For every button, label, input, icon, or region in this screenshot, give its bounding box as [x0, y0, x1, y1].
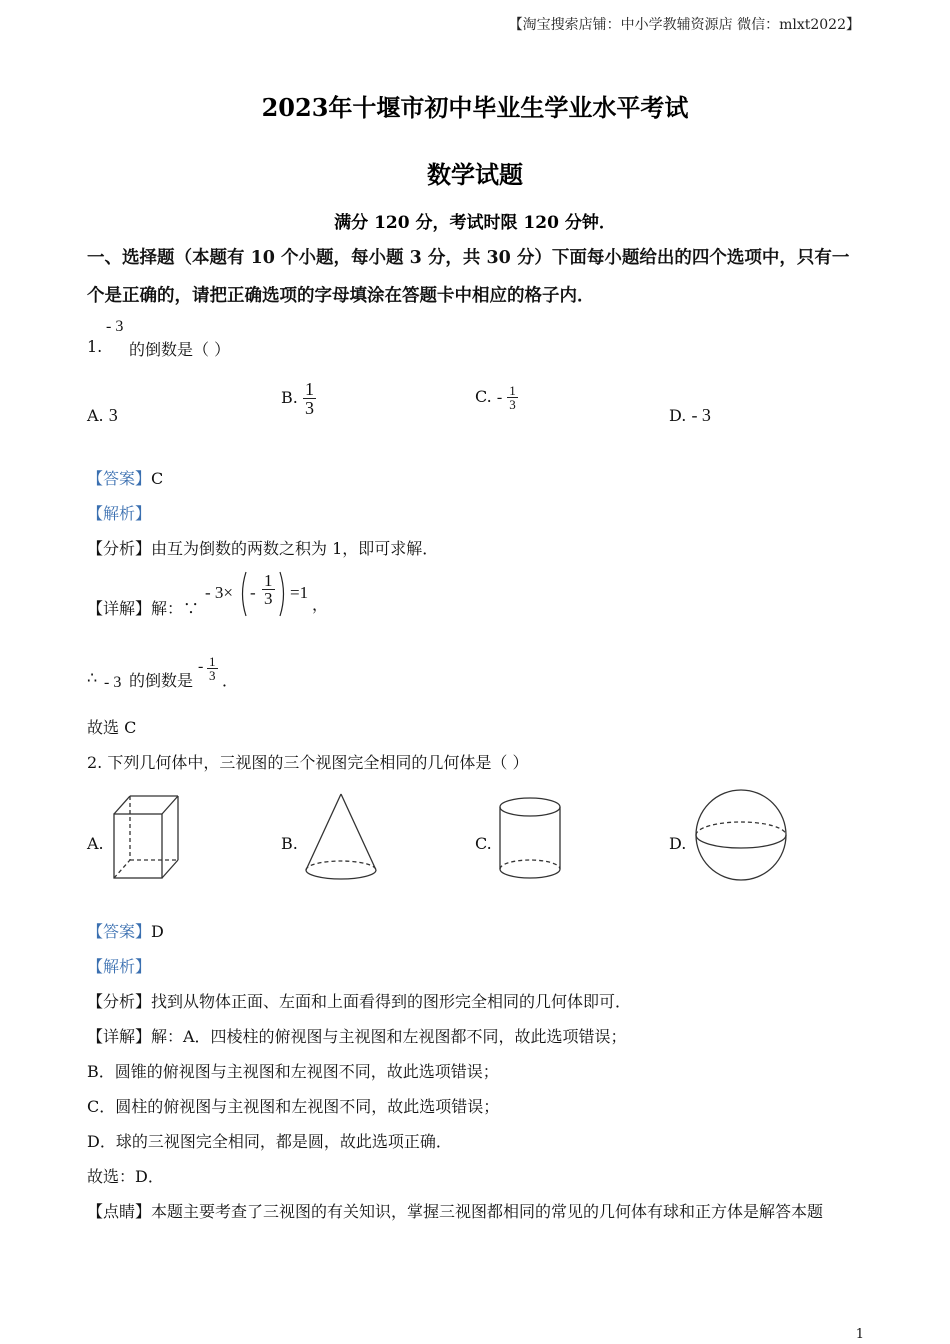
q1-option-b	[281, 380, 316, 417]
q1-therefore-num: 1	[209, 654, 216, 669]
q1-expression: - 3	[106, 318, 124, 335]
q1-number: 1.	[87, 337, 103, 356]
q1-option-b-den: 3	[304, 398, 314, 418]
page-number: 1	[855, 1327, 864, 1342]
q1-option-a-value: 3	[108, 405, 118, 425]
q1-analysis-tag: 【解析】	[87, 504, 152, 523]
q1-therefore-end: ．	[222, 671, 239, 690]
q2-conclusion: 故选：D．	[87, 1167, 164, 1186]
q1-therefore-fraction	[207, 655, 218, 682]
q1-detail-frac	[262, 572, 275, 607]
q1-option-c-fraction	[507, 384, 518, 411]
q1-option-c-den: 3	[509, 397, 516, 412]
q1-option-d-label: D.	[669, 406, 687, 425]
q1-therefore-symbol: ∴	[87, 668, 98, 687]
q1-option-d-value: - 3	[691, 405, 711, 425]
cylinder-figure	[496, 793, 564, 885]
q1-answer	[87, 466, 163, 489]
q2-detail-d: D．球的三视图完全相同，都是圆，故此选项正确．	[87, 1132, 452, 1151]
q2-fenxi: 【分析】找到从物体正面、左面和上面看得到的图形完全相同的几何体即可．	[87, 992, 632, 1011]
q2-detail-b: B．圆锥的俯视图与主视图和左视图不同，故此选项错误；	[87, 1062, 499, 1081]
cube-figure	[110, 792, 182, 884]
q2-stem: 2. 下列几何体中，三视图的三个视图完全相同的几何体是（ ）	[87, 753, 529, 772]
sphere-figure	[692, 787, 790, 883]
header-note: 【淘宝搜索店铺：中小学教辅资源店 微信：mlxt2022】	[508, 17, 860, 33]
q1-option-c-num: 1	[509, 383, 516, 398]
q2-answer-tag: 【答案】	[87, 922, 152, 941]
q1-therefore-den: 3	[209, 668, 216, 683]
q2-option-d-label: D.	[669, 834, 687, 853]
q1-stem: 的倒数是（ ）	[129, 340, 231, 359]
q1-option-c-sign: -	[496, 389, 503, 406]
q2-option-b-label: B.	[281, 834, 298, 853]
q1-option-b-fraction	[303, 380, 316, 417]
q1-option-a	[87, 405, 118, 426]
exam-title: 2023年十堰市初中毕业生学业水平考试	[261, 93, 689, 122]
q1-therefore-frac	[207, 655, 218, 682]
q1-answer-value: C	[151, 469, 164, 488]
q1-option-a-label: A.	[87, 406, 104, 425]
q2-option-a-label: A.	[87, 834, 104, 853]
q1-detail-fraction	[262, 572, 275, 607]
q1-detail-comma: ，	[312, 595, 329, 614]
q1-detail-den: 3	[264, 589, 273, 608]
q1-detail-a: - 3×	[205, 583, 233, 602]
q1-therefore-sign: -	[198, 658, 204, 675]
q1-therefore-text: 的倒数是	[129, 671, 194, 690]
q2-analysis-tag: 【解析】	[87, 957, 152, 976]
q2-detail-c: C．圆柱的俯视图与主视图和左视图不同，故此选项错误；	[87, 1097, 500, 1116]
q1-detail-minus: -	[250, 583, 256, 602]
q1-answer-tag: 【答案】	[87, 469, 152, 488]
q1-option-d	[669, 405, 711, 426]
q2-dianjing: 【点睛】本题主要考查了三视图的有关知识，掌握三视图都相同的常见的几何体有球和正方体是解答本题	[87, 1202, 824, 1221]
q1-detail-eq: =1	[290, 583, 309, 602]
exam-info: 满分 120 分，考试时限 120 分钟．	[334, 213, 616, 233]
q1-option-b-num: 1	[304, 379, 314, 399]
q2-answer-value: D	[151, 922, 164, 941]
q2-detail-a: 【详解】解：A．四棱柱的俯视图与主视图和左视图都不同，故此选项错误；	[87, 1027, 627, 1046]
q1-option-c-label: C.	[475, 387, 492, 406]
q1-option-c	[475, 384, 518, 411]
exam-subtitle: 数学试题	[427, 160, 523, 189]
q1-fenxi: 【分析】由互为倒数的两数之积为 1，即可求解．	[87, 539, 439, 558]
q2-answer	[87, 919, 164, 942]
q1-conclusion: 故选 C	[87, 718, 137, 737]
q1-detail-num: 1	[264, 571, 273, 590]
q1-therefore-expr: - 3	[104, 674, 122, 691]
section-instruction: 一、选择题（本题有 10 个小题，每小题 3 分，共 30 分）下面每小题给出的四个选项中，只有一个是正确的，请把正确选项的字母填涂在答题卡中相应的格子内．	[87, 248, 850, 306]
q1-detail-prefix: 【详解】解：∵	[87, 599, 200, 618]
q2-option-c-label: C.	[475, 834, 492, 853]
cone-figure	[302, 790, 380, 884]
q1-option-b-label: B.	[281, 388, 298, 407]
